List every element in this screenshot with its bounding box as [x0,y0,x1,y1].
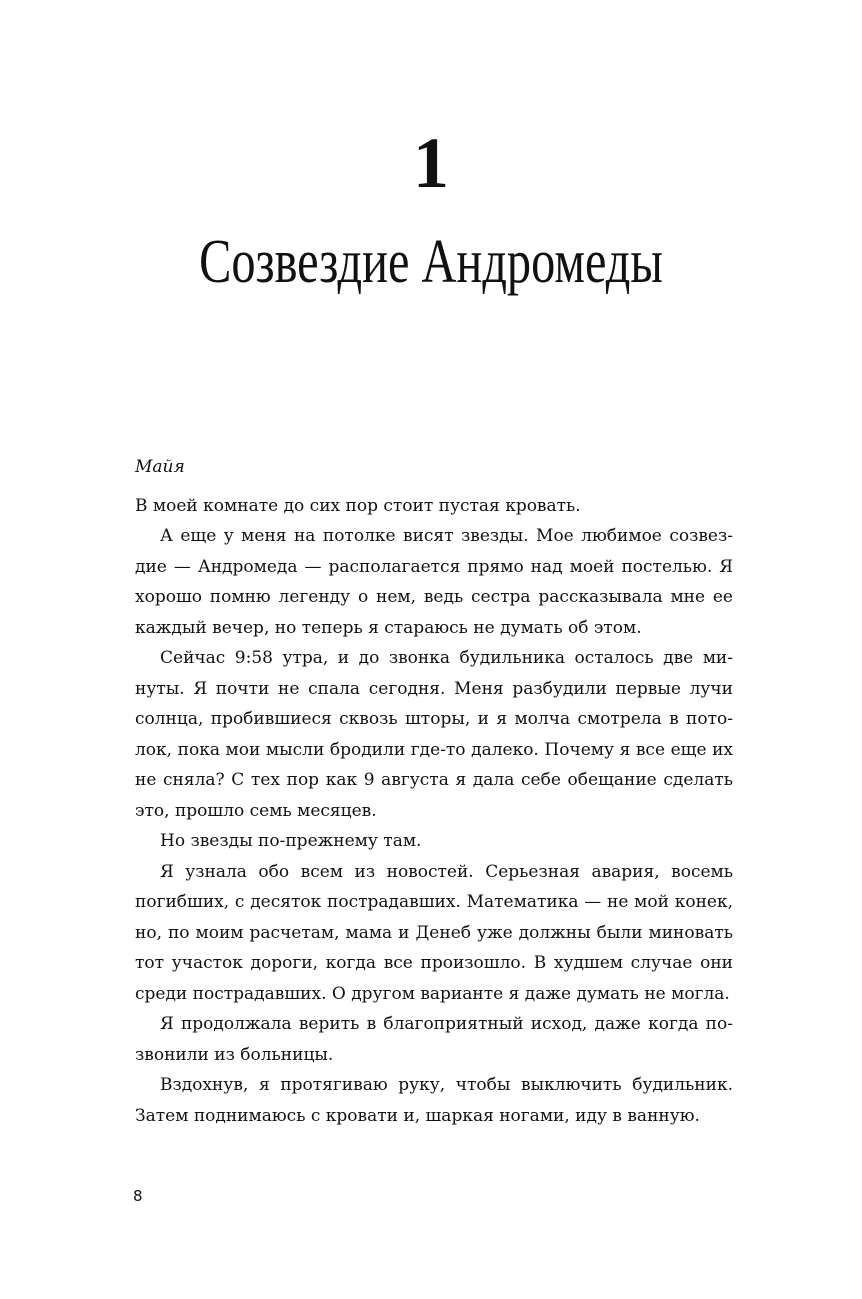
paragraph: А еще у меня на потолке висят звезды. Мое любимое созвездие — Андромеда — располагается прямо над моей постелью. Я хорошо помню легенду о нем, ведь сестра рассказывала мне ее каждый вечер, но теперь я стараюсь не думать об этом. [135,526,733,638]
paragraph: Я узнала обо всем из новостей. Серьезная авария, восемь погибших, с десяток пострадавших. Математика — не мой конек, но, по моим расчетам, мама и Денеб уже должны были миновать тот участок дороги, когда все произошло. В худшем случае они среди пострадавших. О другом варианте я даже думать не могла. [135,861,733,1004]
page-number: 8 [133,1187,143,1205]
chapter-number: 1 [413,123,449,203]
paragraph: В моей комнате до сих пор стоит пустая кровать. [135,495,581,516]
paragraph: Сейчас 9:58 утра, и до звонка будильника осталось две минуты. Я почти не спала сегодня. Меня разбудили первые лучи солнца, пробившиеся сквозь шторы, и я молча смотрела в потолок, пока мои мысли бродили где-то далеко. Почему я все еще их не сняла? С тех пор как 9 августа я дала себе обещание сделать это, прошло семь месяцев. [135,648,733,821]
paragraph: Но звезды по-прежнему там. [160,831,422,851]
paragraph: Вздохнув, я протягиваю руку, чтобы выключить будильник. Затем поднимаюсь с кровати и, шаркая ногами, иду в ванную. [135,1075,733,1126]
paragraph: Я продолжала верить в благоприятный исход, даже когда позвонили из больницы. [135,1014,733,1065]
chapter-body [135,452,733,1131]
narrator-name: Майя [135,457,185,477]
chapter-title: Созвездие Андромеды [199,228,663,296]
